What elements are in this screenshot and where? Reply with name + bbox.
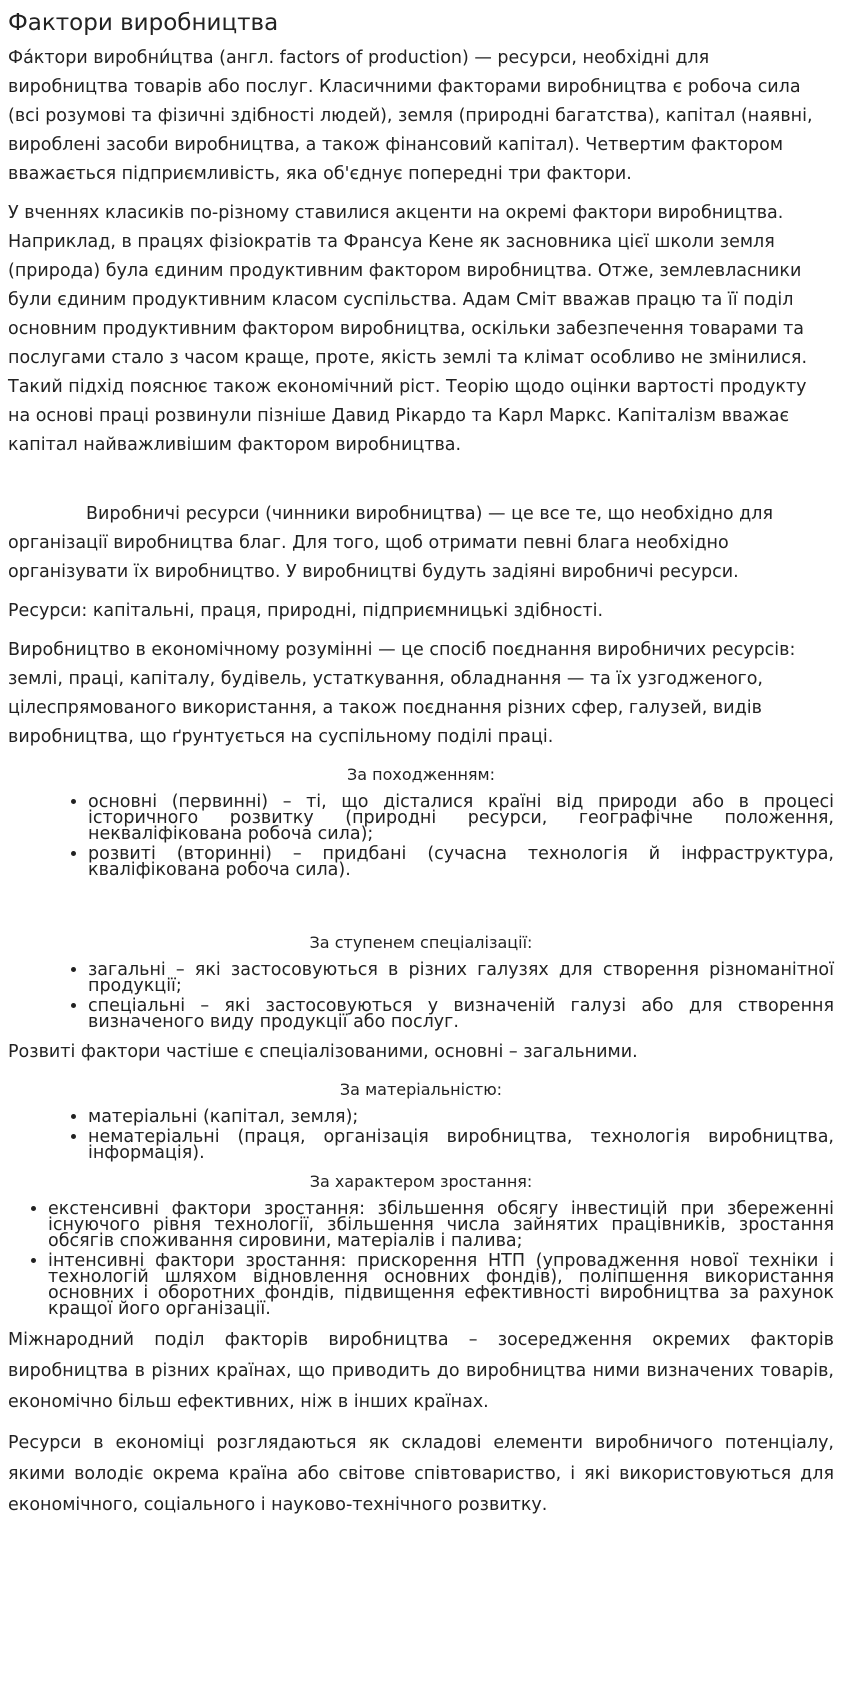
closing-paragraph-2: Ресурси в економіці розглядаються як складові елементи виробничого потенціалу, якими володіє окрема країна або світове співтовариство, і які використовуються для економічного, соціального і науково-технічного розвитку. bbox=[8, 1433, 834, 1515]
list-item: • основні (первинні) – ті, що дісталися країні від природи або в процесі історичного розвитку (природні ресурси, географічне положення, некваліфікована робоча сила); bbox=[88, 794, 834, 842]
specialization-list bbox=[8, 962, 834, 1030]
list-item: • інтенсивні фактори зростання: прискорення НТП (упровадження нової техніки і технологій шляхом відновлення основних фондів), поліпшення використання основних і оборотних фондів, підвищення ефективності виробництва за рахунок кращої його організації. bbox=[48, 1253, 834, 1317]
list-item: • розвиті (вторинні) – придбані (сучасна технологія й інфраструктура, кваліфікована робоча сила). bbox=[88, 846, 834, 878]
resources-paragraph-3: Виробництво в економічному розумінні — це спосіб поєднання виробничих ресурсів: землі, праці, капіталу, будівель, устаткування, обладнання — та їх узгодженого, цілеспрямованого використання, а також поєднання різних сфер, галузей, видів виробництва, що ґрунтується на суспільному поділі праці. bbox=[8, 640, 796, 747]
list-item: • нематеріальні (праця, організація виробництва, технологія виробництва, інформація). bbox=[88, 1129, 834, 1161]
origin-list bbox=[8, 794, 834, 878]
origin-heading: За походженням: bbox=[347, 765, 495, 784]
article bbox=[8, 0, 834, 1531]
spacer bbox=[8, 886, 834, 924]
closing-paragraph-1: Міжнародний поділ факторів виробництва – зосередження окремих факторів виробництва в різних країнах, що приводить до виробництва ними визначених товарів, економічно більш ефективних, ніж в інших країнах. bbox=[8, 1330, 834, 1412]
growth-list bbox=[8, 1201, 834, 1317]
intro-paragraph-1: Фа́ктори виробни́цтва (англ. factors of production) — ресурси, необхідні для виробництва товарів або послуг. Класичними факторами виробництва є робоча сила (всі розумові та фізичні здібності людей), земля (природні багатства), капітал (наявні, вироблені засоби виробництва, а також фінансовий капітал). Четвертим фактором вважається підприємливість, яка об'єднує попередні три фактори. bbox=[8, 48, 813, 184]
materiality-heading: За матеріальністю: bbox=[339, 1080, 503, 1099]
intro-paragraph-2: У вченнях класиків по-різному ставилися акценти на окремі фактори виробництва. Наприклад, в працях фізіократів та Франсуа Кене як засновника цієї школи земля (природа) була єдиним продуктивним фактором виробництва. Отже, землевласники були єдиним продуктивним класом суспільства. Адам Сміт вважав працю та її поділ основним продуктивним фактором виробництва, оскільки забезпечення товарами та послугами стало з часом краще, проте, якість землі та клімат особливо не змінилися. Такий підхід пояснює також економічний ріст. Теорію щодо оцінки вартості продукту на основі праці розвинули пізніше Давид Рікардо та Карл Маркс. Капіталізм вважає капітал найважливішим фактором виробництва. bbox=[8, 203, 808, 455]
list-item: • матеріальні (капітал, земля); bbox=[88, 1109, 834, 1125]
closing-section bbox=[8, 1325, 834, 1521]
resources-paragraph-1: Виробничі ресурси (чинники виробництва) — це все те, що необхідно для організації виробництва благ. Для того, щоб отримати певні блага необхідно організувати їх виробництво. У виробництві будуть задіяні виробничі ресурси. bbox=[8, 504, 773, 582]
page-title: Фактори виробництва bbox=[8, 10, 279, 36]
specialization-heading: За ступенем спеціалізації: bbox=[309, 933, 533, 952]
list-item: • спеціальні – які застосовуються у визначеній галузі або для створення визначеного виду продукції або послуг. bbox=[88, 998, 834, 1030]
resources-paragraph-2: Ресурси: капітальні, праця, природні, підприємницькі здібності. bbox=[8, 601, 604, 621]
materiality-list bbox=[8, 1109, 834, 1161]
list-item: • загальні – які застосовуються в різних галузях для створення різноманітної продукції; bbox=[88, 962, 834, 994]
list-item: • екстенсивні фактори зростання: збільшення обсягу інвестицій при збереженні існуючого рівня технології, збільшення числа зайнятих працівників, зростання обсягів споживання сировини, матеріалів і палива; bbox=[48, 1201, 834, 1249]
growth-heading: За характером зростання: bbox=[309, 1172, 533, 1191]
specialization-note: Розвиті фактори частіше є спеціалізованими, основні – загальними. bbox=[8, 1042, 638, 1062]
spacer bbox=[8, 470, 834, 500]
